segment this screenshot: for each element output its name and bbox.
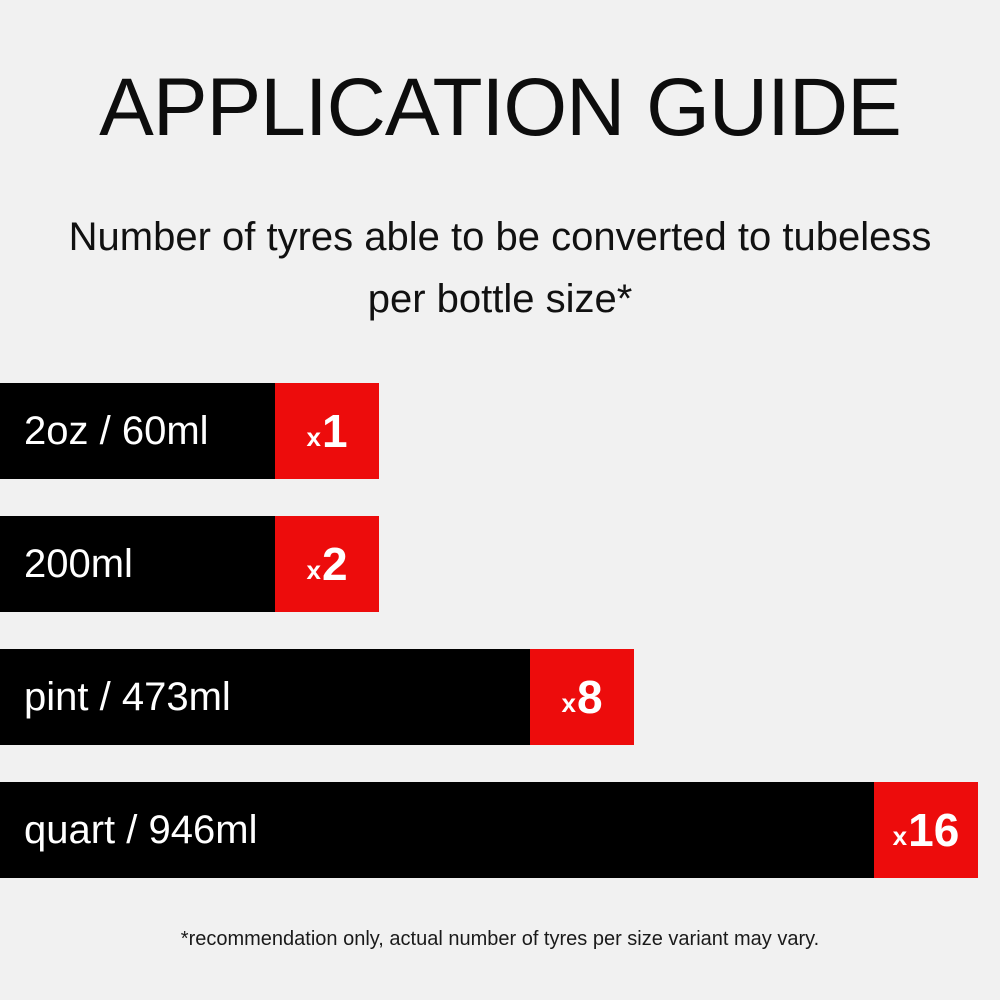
multiplier-prefix: x — [306, 422, 321, 452]
page-title: APPLICATION GUIDE — [99, 62, 901, 153]
bar-label: quart / 946ml — [24, 808, 258, 852]
multiplier-prefix: x — [561, 688, 576, 718]
tyre-count-value: 1 — [321, 405, 348, 457]
footnote: *recommendation only, actual number of tyres per size variant may vary. — [180, 928, 820, 950]
bar-bottle-size — [0, 516, 275, 612]
chart-row — [0, 649, 1000, 745]
bar-label: pint / 473ml — [24, 675, 231, 719]
chart-row — [0, 782, 1000, 878]
bar-bottle-size — [0, 383, 275, 479]
bar-label: 200ml — [24, 542, 133, 586]
page-subtitle: Number of tyres able to be converted to tubeless per bottle size* — [68, 215, 932, 321]
bar-label: 2oz / 60ml — [24, 409, 209, 453]
chart-row — [0, 516, 1000, 612]
tyre-count-value: 2 — [321, 538, 348, 590]
status-badge — [275, 383, 379, 479]
bar-bottle-size — [0, 649, 530, 745]
chart-row — [0, 383, 1000, 479]
status-badge — [530, 649, 634, 745]
status-badge — [874, 782, 978, 878]
bar-chart — [0, 383, 1000, 878]
multiplier-prefix: x — [892, 821, 908, 851]
status-badge — [275, 516, 379, 612]
tyre-count-value: 16 — [908, 804, 960, 856]
bar-bottle-size — [0, 782, 874, 878]
multiplier-prefix: x — [306, 555, 321, 585]
tyre-count-value: 8 — [576, 671, 603, 723]
